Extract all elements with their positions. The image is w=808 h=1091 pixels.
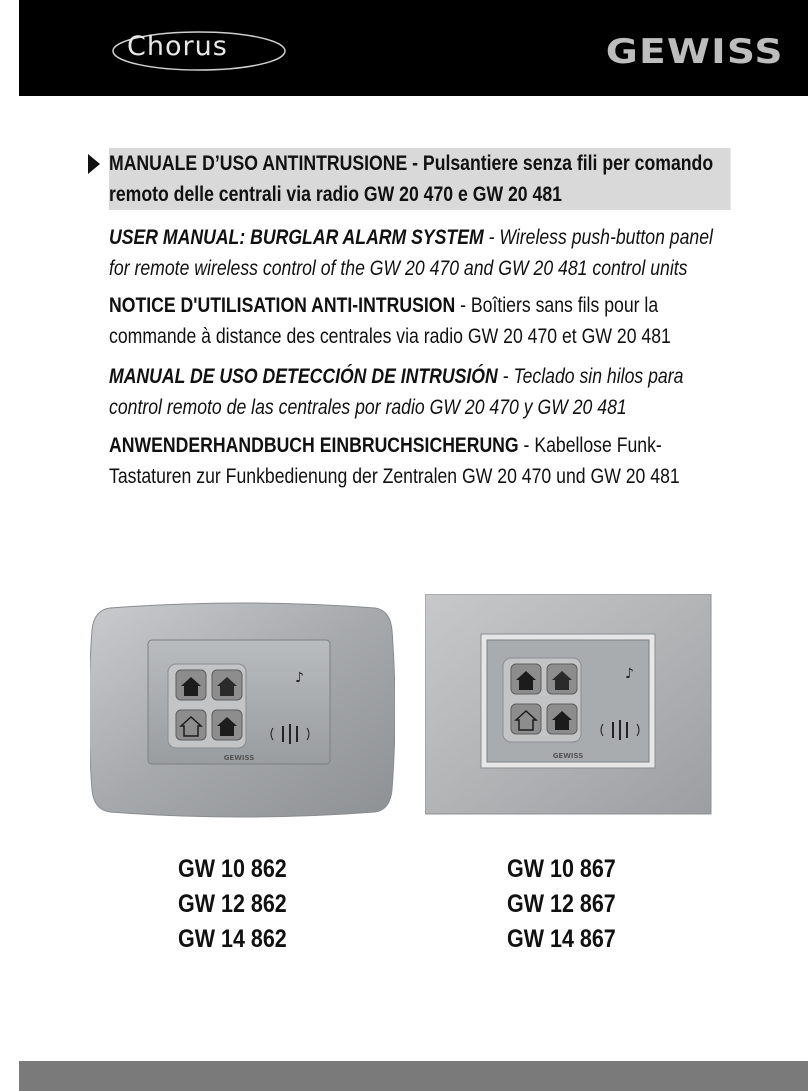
product-code: GW 12 867 <box>507 890 616 918</box>
title-english <box>109 222 731 284</box>
title-german-heading: ANWENDERHANDBUCH EINBRUCHSICHERUNG <box>109 434 519 457</box>
title-spanish-heading: MANUAL DE USO DETECCIÓN DE INTRUSIÓN <box>109 365 498 388</box>
title-english-heading: USER MANUAL: BURGLAR ALARM SYSTEM <box>109 226 484 249</box>
title-italian <box>109 148 731 210</box>
product-image-square <box>425 594 713 816</box>
title-french-rest: - Boîtiers sans fils pour la commande à distance des centrales via radio GW 20 470 et GW 20 481 <box>109 294 671 348</box>
title-french-heading: NOTICE D'UTILISATION ANTI-INTRUSION <box>109 294 456 317</box>
title-german <box>109 430 731 492</box>
product-codes-left <box>178 852 287 957</box>
header-bar <box>19 0 808 96</box>
title-spanish <box>109 361 731 423</box>
footer-bar <box>19 1061 808 1091</box>
plate-logo-right: GEWISS <box>552 752 584 760</box>
title-french <box>109 290 731 352</box>
product-image-rounded <box>90 600 395 820</box>
title-german-rest: - Kabellose Funk-Tastaturen zur Funkbedienung der Zentralen GW 20 470 und GW 20 481 <box>109 434 680 488</box>
plate-logo-left: GEWISS <box>223 754 255 762</box>
product-code: GW 10 867 <box>507 855 616 883</box>
chorus-logo-text: Chorus <box>127 31 228 62</box>
gewiss-logo: GEWISS <box>606 32 784 72</box>
bullet-arrow-icon <box>88 154 100 174</box>
title-spanish-rest: - Teclado sin hilos para control remoto de las centrales por radio GW 20 470 y GW 20 481 <box>109 365 684 419</box>
product-code: GW 14 862 <box>178 925 287 953</box>
svg-text:♪: ♪ <box>625 666 634 682</box>
title-italian-rest: - Pulsantiere senza fili per comando remoto delle centrali via radio GW 20 470 e GW 20 481 <box>109 152 714 206</box>
svg-text:♪: ♪ <box>295 670 304 686</box>
title-italian-heading: MANUALE D’USO ANTINTRUSIONE <box>109 152 408 175</box>
product-code: GW 14 867 <box>507 925 616 953</box>
product-code: GW 12 862 <box>178 890 287 918</box>
title-english-rest: - Wireless push-button panel for remote wireless control of the GW 20 470 and GW 20 481 control units <box>109 226 713 280</box>
product-codes-right <box>507 852 616 957</box>
product-code: GW 10 862 <box>178 855 287 883</box>
